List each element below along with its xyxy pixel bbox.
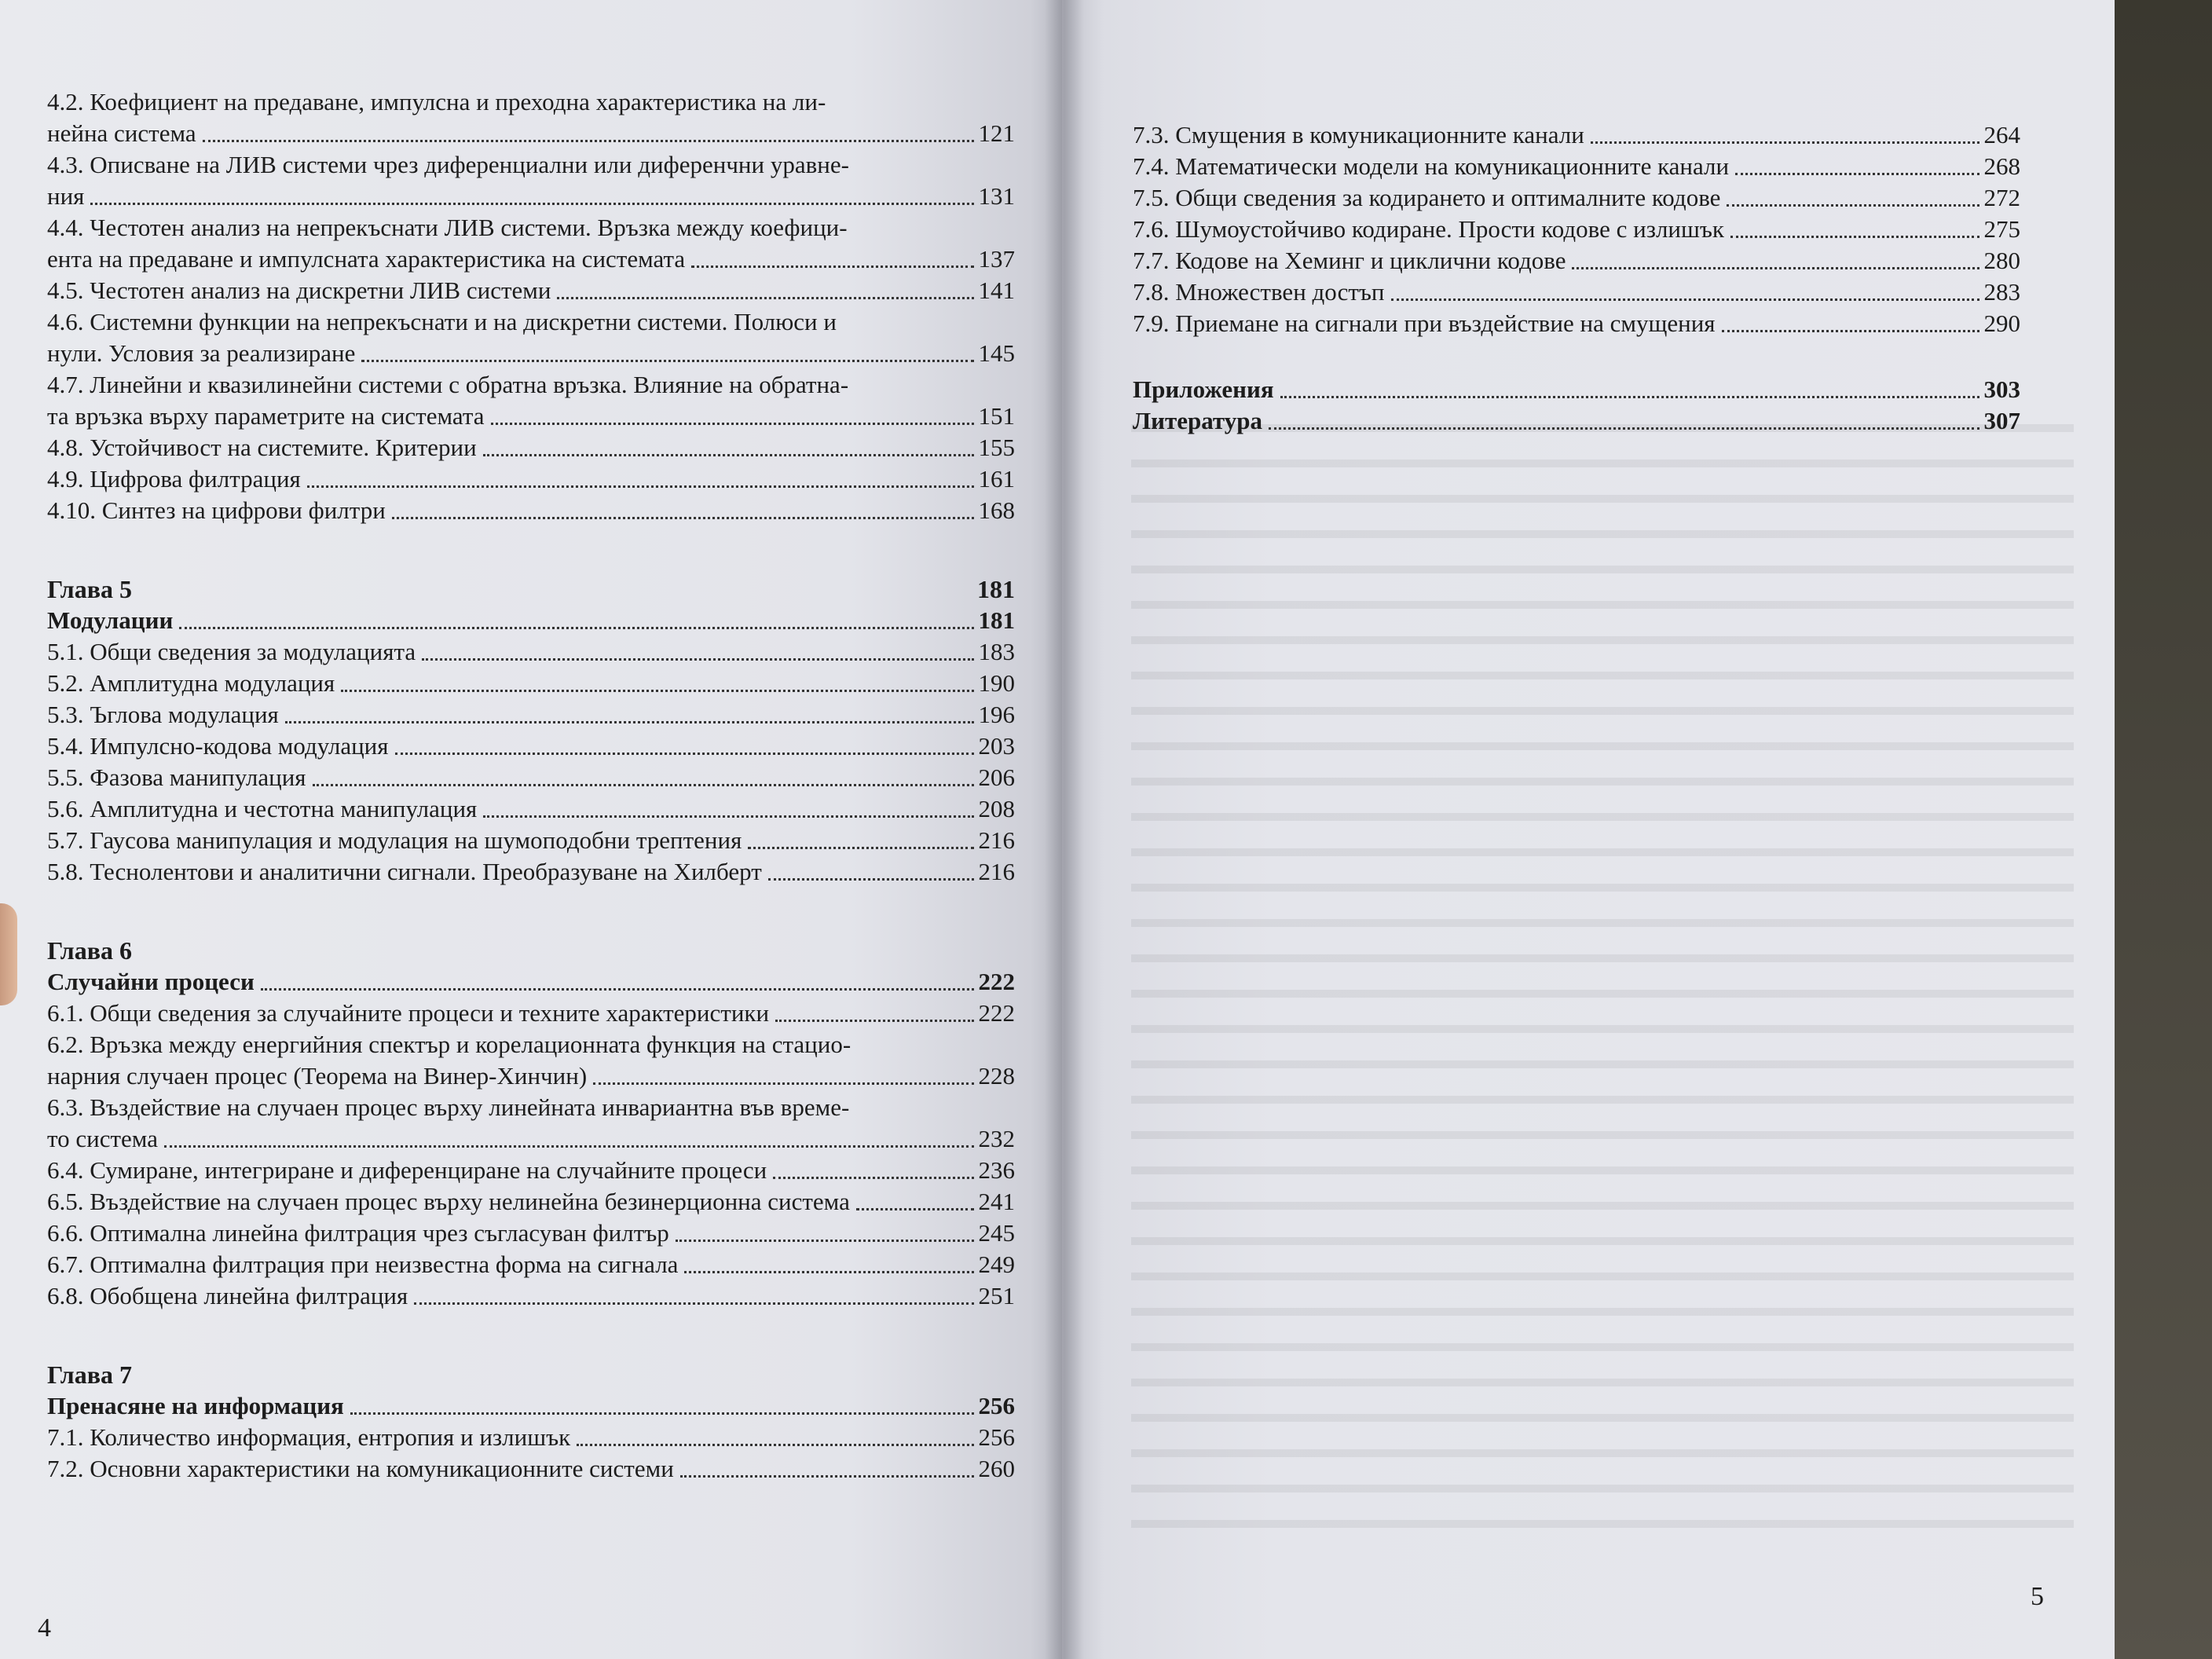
chapter-label: Глава 5 [47,575,132,603]
page-number: 268 [1983,152,2020,180]
page-number: 245 [978,1219,1015,1247]
entry-title-line2-row[interactable] [47,181,1015,212]
page-number: 256 [978,1423,1015,1451]
dot-leader [557,297,973,299]
book-spine [1045,0,1084,1659]
toc-entry[interactable] [47,432,1015,463]
entry-title: 4.5. Честотен анализ на дискретни ЛИВ системи [47,276,551,304]
toc-entry[interactable] [47,212,1015,275]
toc-chapter7 [47,1359,1015,1485]
literature-title: Литература [1133,407,1262,434]
entry-title: 7.3. Смущения в комуникационните канали [1133,121,1584,148]
page-number: 280 [1983,247,2020,274]
page-number: 222 [978,968,1015,995]
entry-title-line1: 4.4. Честотен анализ на непрекъснати ЛИВ системи. Връзка между коефици- [47,214,848,241]
page-number: 137 [978,245,1015,273]
entry-row[interactable] [47,1280,1015,1312]
entry-title-line1: 6.3. Въздействие на случаен процес върху линейната инвариантна във време- [47,1093,850,1121]
page-number: 307 [1983,407,2020,434]
entry-title-line2-row[interactable] [47,1060,1015,1092]
appendix-title: Приложения [1133,375,1274,403]
toc-chapter5 [47,573,1015,888]
toc-entry[interactable] [47,369,1015,432]
entry-title: 5.4. Импулсно-кодова модулация [47,732,389,760]
entry-title-line2-row[interactable] [47,244,1015,275]
toc-entry[interactable] [47,699,1015,731]
toc-entry[interactable] [47,1155,1015,1186]
toc-entry[interactable] [47,762,1015,793]
dot-leader [90,203,973,205]
toc-entry[interactable] [47,793,1015,825]
toc-entry[interactable] [47,998,1015,1029]
page-number: 181 [978,606,1015,634]
toc-entry[interactable] [47,86,1015,149]
page-number: 228 [978,1062,1015,1090]
entry-title-line2-row[interactable] [47,401,1015,432]
entry-title: 5.8. Теснолентови и аналитични сигнали. Преобразуване на Хилберт [47,858,762,885]
dot-leader [341,690,973,692]
entry-row[interactable] [47,275,1015,306]
page-number: 168 [978,496,1015,524]
page-number: 161 [978,465,1015,493]
entry-row[interactable] [47,1218,1015,1249]
toc-entry[interactable] [47,856,1015,888]
entry-title: 7.7. Кодове на Хеминг и циклични кодове [1133,247,1566,274]
dot-leader [691,266,973,268]
page-number: 208 [978,795,1015,822]
chapter-title: Модулации [47,606,174,634]
page-number: 236 [978,1156,1015,1184]
dot-leader [1722,330,1979,332]
entry-row[interactable] [47,463,1015,495]
entry-title: 7.1. Количество информация, ентропия и излишък [47,1423,571,1451]
toc-entries [47,636,1015,888]
toc-entry[interactable] [1133,182,2020,214]
entry-row[interactable] [47,1155,1015,1186]
entry-title-line1: 4.6. Системни функции на непрекъснати и на дискретни системи. Полюси и [47,308,837,335]
page-number: 216 [978,826,1015,854]
entry-title: нейна система [47,119,196,147]
entry-title: 7.9. Приемане на сигнали при въздействие на смущения [1133,309,1716,337]
left-page [0,0,1062,1659]
entry-title: ента на предаване и импулсната характеристика на системата [47,245,686,273]
dot-leader [593,1082,973,1085]
entry-title: то система [47,1125,158,1152]
page-number: 303 [1983,375,2020,403]
entry-title-line2-row[interactable] [47,118,1015,149]
entry-title: 6.1. Общи сведения за случайните процеси и техните характеристики [47,999,770,1027]
page-number: 260 [978,1455,1015,1482]
toc-section-chapter4 [47,86,1015,526]
chapter-label: Глава 7 [47,1361,132,1389]
toc-entry[interactable] [1133,245,2020,276]
page-number: 141 [978,276,1015,304]
entry-title-line1: 6.2. Връзка между енергийния спектър и корелационната функция на стацио- [47,1031,851,1058]
entry-title: 7.4. Математически модели на комуникационните канали [1133,152,1730,180]
dot-leader [1391,298,1979,301]
page-number: 256 [978,1392,1015,1419]
entry-title: 5.1. Общи сведения за модулацията [47,638,416,665]
page-number: 232 [978,1125,1015,1152]
page-number: 251 [978,1282,1015,1309]
page-number: 203 [978,732,1015,760]
entry-title-line2-row[interactable] [47,1123,1015,1155]
page-number: 249 [978,1251,1015,1278]
dot-leader [768,878,974,881]
page-number: 190 [978,669,1015,697]
chapter-label: Глава 6 [47,936,132,965]
dot-leader [307,485,974,488]
entry-title: 7.2. Основни характеристики на комуникационните системи [47,1455,674,1482]
entry-title: та връзка върху параметрите на системата [47,402,485,430]
page-number: 145 [978,339,1015,367]
toc-entry[interactable] [1133,214,2020,245]
dot-leader [1280,396,1979,398]
page-number: 241 [978,1188,1015,1215]
page-number: 275 [1983,215,2020,243]
dot-leader [361,360,973,362]
dot-leader [676,1240,974,1242]
toc-chapter7-continued [1133,119,2020,339]
page-number: 290 [1983,309,2020,337]
dot-leader [773,1177,973,1179]
toc-entry[interactable] [1133,308,2020,339]
chapter-heading[interactable] [47,573,1015,605]
entry-title: нули. Условия за реализиране [47,339,356,367]
entry-title: 5.2. Амплитудна модулация [47,669,335,697]
page-number: 121 [978,119,1015,147]
dot-leader [491,423,974,425]
dot-leader [775,1020,973,1022]
toc-entries [47,998,1015,1312]
dot-leader [1735,173,1979,175]
chapter-heading [47,1359,1015,1390]
toc-entry[interactable] [47,463,1015,495]
toc-entry[interactable] [47,668,1015,699]
dot-leader [483,454,974,456]
toc-entry[interactable] [47,825,1015,856]
dot-leader [1727,204,1979,207]
dot-leader [577,1444,973,1446]
chapter-heading [47,935,1015,966]
page-number: 181 [977,575,1015,603]
entry-title: 6.8. Обобщена линейна филтрация [47,1282,408,1309]
dot-leader [313,784,974,786]
toc-entry[interactable] [47,1218,1015,1249]
dot-leader [1730,236,1979,238]
chapter-title-row[interactable] [47,605,1015,636]
entry-title: 6.5. Въздействие на случаен процес върху нелинейна безинерционна система [47,1188,850,1215]
entry-row[interactable] [47,432,1015,463]
entry-title: 7.8. Множествен достъп [1133,278,1385,306]
page-number-footer: 4 [38,1613,51,1643]
toc-entry[interactable] [47,1186,1015,1218]
dot-leader [350,1412,974,1415]
dot-leader [203,140,974,142]
page-number: 196 [978,701,1015,728]
toc-entry[interactable] [47,1280,1015,1312]
entry-title: 5.3. Ъглова модулация [47,701,279,728]
dot-leader [285,721,974,723]
entry-title: 5.7. Гаусова манипулация и модулация на шумоподобни трептения [47,826,742,854]
dot-leader [414,1302,973,1305]
page-number-footer: 5 [2031,1582,2044,1611]
toc-entry[interactable] [47,731,1015,762]
toc-entry[interactable] [1133,151,2020,182]
entry-title: 7.5. Общи сведения за кодирането и оптималните кодове [1133,184,1721,211]
entry-title-line1: 4.2. Коефициент на предаване, импулсна и преходна характеристика на ли- [47,88,826,115]
dot-leader [483,815,973,818]
entry-title: 6.6. Оптимална линейна филтрация чрез съгласуван филтър [47,1219,669,1247]
entry-title-line1: 4.3. Описване на ЛИВ системи чрез диференциални или диференчни уравне- [47,151,849,178]
page-number: 272 [1983,184,2020,211]
thumb [0,903,17,1005]
toc-chapter6 [47,935,1015,1312]
dot-leader [680,1475,974,1478]
entry-row[interactable] [47,495,1015,526]
entry-title: 4.8. Устойчивост на системите. Критерии [47,434,477,461]
entry-title: 4.10. Синтез на цифрови филтри [47,496,386,524]
entry-row[interactable] [47,1249,1015,1280]
toc-entry[interactable] [47,1453,1015,1485]
toc-entry[interactable] [1133,119,2020,151]
entry-title: нарния случаен процес (Теорема на Винер-Хинчин) [47,1062,588,1090]
entry-title: 6.4. Сумиране, интегриране и диференциране на случайните процеси [47,1156,767,1184]
dot-leader [395,753,974,755]
entry-row[interactable] [47,1186,1015,1218]
page-number: 131 [978,182,1015,210]
toc-entry[interactable] [47,306,1015,369]
toc-entry[interactable] [47,495,1015,526]
entry-title-line1: 4.7. Линейни и квазилинейни системи с обратна връзка. Влияние на обратна- [47,371,849,398]
entry-title: 7.6. Шумоустойчиво кодиране. Прости кодове с излишък [1133,215,1724,243]
page-number: 183 [978,638,1015,665]
toc-entry[interactable] [47,1029,1015,1092]
page-number: 264 [1983,121,2020,148]
entry-title: 5.6. Амплитудна и честотна манипулация [47,795,478,822]
dot-leader [748,847,973,849]
entry-row[interactable] [47,998,1015,1029]
toc-entry[interactable] [47,1422,1015,1453]
chapter-title-row[interactable] [47,1390,1015,1422]
table-edge [2115,0,2212,1659]
chapter-title: Случайни процеси [47,968,255,995]
chapter-title: Пренасяне на информация [47,1392,344,1419]
dot-leader [261,988,974,991]
page-number: 151 [978,402,1015,430]
entry-title: 4.9. Цифрова филтрация [47,465,301,493]
toc-entry[interactable] [47,1249,1015,1280]
dot-leader [1591,141,1979,144]
show-through-text [1131,424,2074,1540]
dot-leader [856,1208,974,1210]
page-number: 222 [978,999,1015,1027]
toc-entry[interactable] [1133,276,2020,308]
entry-title: ния [47,182,85,210]
appendix-row[interactable] [1133,374,2020,405]
page-number: 283 [1983,278,2020,306]
toc-entry[interactable] [47,275,1015,306]
toc-entry[interactable] [47,636,1015,668]
dot-leader [164,1145,974,1148]
entry-title: 6.7. Оптимална филтрация при неизвестна форма на сигнала [47,1251,679,1278]
dot-leader [422,658,973,661]
dot-leader [392,517,974,519]
page-number: 155 [978,434,1015,461]
dot-leader [1572,267,1979,269]
toc-entries [47,1422,1015,1485]
dot-leader [179,627,973,629]
page-number: 206 [978,764,1015,791]
page-number: 216 [978,858,1015,885]
toc-entry[interactable] [47,149,1015,212]
dot-leader [684,1271,973,1273]
toc-entry[interactable] [47,1092,1015,1155]
chapter-title-row[interactable] [47,966,1015,998]
entry-title-line2-row[interactable] [47,338,1015,369]
entry-title: 5.5. Фазова манипулация [47,764,306,791]
